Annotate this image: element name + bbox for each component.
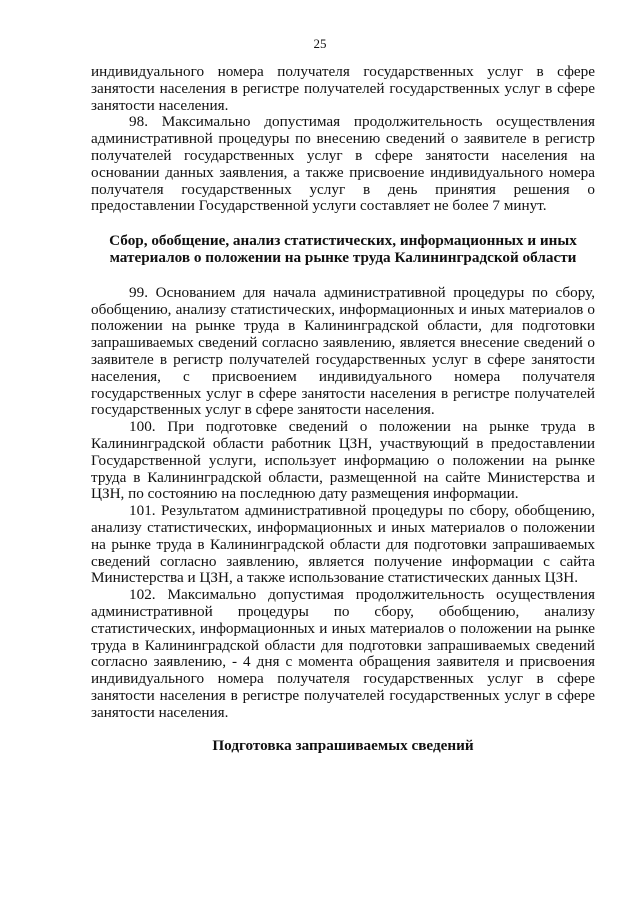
paragraph-102: 102. Максимально допустимая продолжительность осуществления административной процедуры по сбору, обобщению, анализу статистических, информационных и иных материалов о положении на рынке труда в Калининградской области для подготовки запрашиваемых сведений согласно заявлению, - 4 дня с момента обращения заявителя и присвоения индивидуального номера получателя государственных услуг в сфере занятости населения в регистре получателей государственных услуг в сфере занятости населения.	[91, 586, 595, 721]
section-heading-statistics: Сбор, обобщение, анализ статистических, информационных и иных материалов о положении на рынке труда Калининградской области	[109, 232, 577, 266]
paragraph-100: 100. При подготовке сведений о положении на рынке труда в Калининградской области работник ЦЗН, участвующий в предоставлении Государственной услуги, использует информацию о положении на рынке труда в Калининградской области, размещенной на сайте Министерства и ЦЗН, по состоянию на последнюю дату размещения информации.	[91, 418, 595, 503]
paragraph-99: 99. Основанием для начала административной процедуры по сбору, обобщению, анализу статистических, информационных и иных материалов о положении на рынке труда в Калининградской области, для подготовки запрашиваемых сведений согласно заявлению, является внесение сведений о заявителе в регистр получателей государственных услуг в сфере занятости населения, с присвоением индивидуального номера получателя государственных услуг в сфере занятости населения в регистре получателей государственных услуг в сфере занятости населения.	[91, 283, 595, 419]
page-number: 25	[313, 36, 327, 51]
section-heading-preparation: Подготовка запрашиваемых сведений	[212, 737, 474, 755]
paragraph-98: 98. Максимально допустимая продолжительность осуществления административной процедуры по внесению сведений о заявителе в регистр получателей государственных услуг в сфере занятости населения на основании данных заявления, а также присвоение индивидуального номера получателя государственных услуг в день принятия решения о предоставлении Государственной услуги составляет не более 7 минут.	[91, 113, 595, 215]
paragraph-101: 101. Результатом административной процедуры по сбору, обобщению, анализу статистических, информационных и иных материалов о положении на рынке труда в Калининградской области для подготовки запрашиваемых сведений согласно заявлению, является получение информации с сайта Министерства и ЦЗН, а также использование статистических данных ЦЗН.	[91, 502, 595, 587]
page-body	[91, 64, 595, 755]
paragraph-continuation: индивидуального номера получателя государственных услуг в сфере занятости населения в регистре получателей государственных услуг в сфере занятости населения.	[91, 63, 595, 114]
